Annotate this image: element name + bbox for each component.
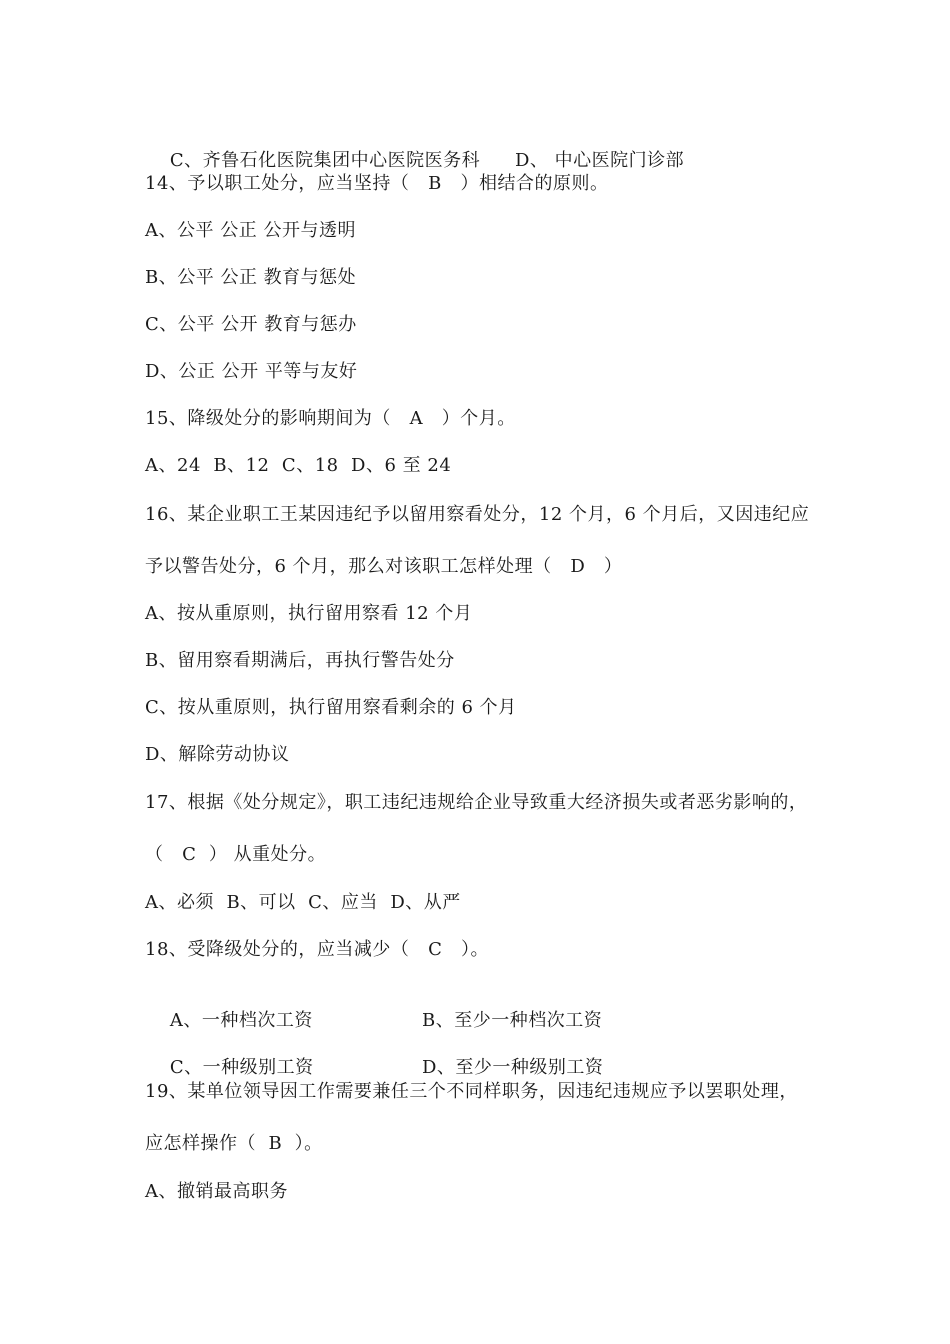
- question-19: 19、某单位领导因工作需要兼任三个不同样职务，因违纪违规应予以罢职处理，: [145, 1081, 798, 1102]
- option-c-text: C、齐鲁石化医院集团中心医院医务科: [169, 150, 481, 171]
- question-16: 16、某企业职工王某因违纪予以留用察看处分，12 个月，6 个月后，又因违纪应: [145, 504, 810, 525]
- option-b-text: B、至少一种档次工资: [422, 1010, 603, 1031]
- option-line: B、公平 公正 教育与惩处: [145, 267, 357, 288]
- question-16-cont: 予以警告处分，6 个月，那么对该职工怎样处理（ D ）: [145, 556, 623, 577]
- question-17: 17、根据《处分规定》，职工违纪违规给企业导致重大经济损失或者恶劣影响的，: [145, 792, 808, 813]
- option-line: A、公平 公正 公开与透明: [145, 220, 356, 241]
- option-line: A、按从重原则，执行留用察看 12 个月: [145, 603, 473, 624]
- option-d-text: D、至少一种级别工资: [422, 1057, 604, 1078]
- option-line: A、撤销最高职务: [145, 1181, 288, 1202]
- option-line: C、公平 公开 教育与惩办: [145, 314, 357, 335]
- option-line: D、解除劳动协议: [145, 744, 290, 765]
- option-line: B、留用察看期满后，再执行警告处分: [145, 650, 455, 671]
- question-17-cont: （ C ） 从重处分。: [145, 844, 327, 865]
- option-a-text: A、一种档次工资: [169, 1010, 313, 1031]
- option-line: C、按从重原则，执行留用察看剩余的 6 个月: [145, 697, 517, 718]
- question-14: 14、予以职工处分，应当坚持（ B ）相结合的原则。: [145, 173, 609, 194]
- question-18: 18、受降级处分的，应当减少（ C ）。: [145, 939, 490, 960]
- question-19-cont: 应怎样操作（ B ）。: [145, 1133, 323, 1154]
- option-line: A、必须 B、可以 C、应当 D、从严: [145, 892, 461, 913]
- option-line: A、24 B、12 C、18 D、6 至 24: [145, 455, 452, 476]
- option-c-text: C、一种级别工资: [169, 1057, 314, 1078]
- question-15: 15、降级处分的影响期间为（ A ）个月。: [145, 408, 516, 429]
- option-line: D、公正 公开 平等与友好: [145, 361, 358, 382]
- option-d-text: D、 中心医院门诊部: [515, 150, 685, 171]
